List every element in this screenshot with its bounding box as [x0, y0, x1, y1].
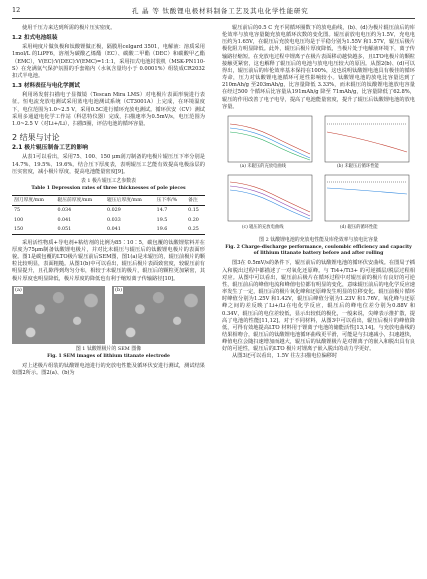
- table-1: [12, 195, 205, 235]
- table-cell: 0.041: [57, 217, 72, 223]
- right-column: [222, 25, 415, 361]
- table-row: [12, 206, 205, 216]
- section-2-1-heading: 2.1 极片辊压制备工艺的影响: [12, 145, 89, 152]
- table-1-caption: 表 1 极片辊压工艺参数表: [80, 177, 137, 184]
- table-cell: 19.5: [156, 217, 168, 223]
- figure-2c-subcaption: (c) 辊压的充放电曲线: [242, 225, 284, 231]
- sem-image-b: [112, 286, 205, 344]
- table-cell: 0.033: [107, 217, 121, 223]
- table-cell: 0.041: [105, 225, 155, 235]
- table-cell: 0.051: [55, 225, 105, 235]
- figure-2b-subcaption: (b) 未辊压后循环性能: [337, 164, 379, 170]
- discussion-paragraph-2: 图3在 0.5mV/s的条件下，辊压前后的钛酸锂电池的循环伏安曲线。在图局子插入和脱出过程中都描述了一对氧化还原峰。与 Ti4+/Ti3+ 的可逆插层/脱层过程相对应。从图中可以看出，辊压前后极片在循环过程中对辊压前的极片有良好的可逆性，辊压前后的峰值电流和峰值电位都有明显的变化，意味辊压前后的电化学反应速率发生了一定，辊压后的极片氧化峰和还原峰发生明显的位移变化。辊压前极片循环时峰值分别为1.25V 和1.42V，辊压后峰值分别为1.23V 和1.76V。氧化峰与还原峰之间的差反映了Li+/Li在电化学反应，辊压后的峰电位差分别为0.88V 和 0.34V，辊压后的电位差较低，显示出较低的极化，一般来说，尖峰表示推扩散，提高了电池的性能[11,12]。对于不同材料，从图3中可以看出，辊压后极片的峰值降低，可得有效地提高LTO 材料用于锂离子电池的储能活性[13,14]。与充放电曲线的结果相吻合，辊压后的钛酸锂电池循环曲线更平滑，可能是与扫速减小，扫速越快，峰值电位会随扫速增加而越大，辊压后的钛酸锂极片是对锂离子的嵌入和脱出具有良好的可逆性，辊压后的LTO 极片对锂离子嵌入脱出的动力学更好。: [222, 260, 415, 353]
- section-1-2-heading: 1.2 扣式电池组装: [12, 35, 58, 42]
- sem-label-b: (b): [115, 286, 123, 293]
- table-row: [12, 216, 205, 225]
- running-header: [12, 6, 415, 19]
- table-cell: 75: [14, 208, 21, 214]
- figure-1-caption-en: Fig. 1 SEM images of lithium titanate electrode: [47, 354, 170, 360]
- figure-2-caption: 图 2 钛酸锂电池的充放电性能及库伦效率与放电比容量: [259, 237, 378, 244]
- table-cell: 19.6: [155, 225, 187, 235]
- left-column: [12, 25, 205, 378]
- closing-paragraph: 对上述极片组装的钛酸锂电池进行的充放电性能及循环伏安进行测试，测试结果如图2所示。图2(a)、(b)为: [12, 363, 205, 377]
- page-number: 12: [12, 6, 21, 14]
- figure-1-caption: 图 1 钛酸锂极片的 SEM 图像: [75, 345, 142, 352]
- table-cell: 0.034: [57, 208, 72, 214]
- discussion-paragraph-1: 辊压前后的0.5 C 充不同循环圈数下的放电曲线，(b)、(d)为极片辊压前后的库伦效率与放电容量随充放电循环次数的变化图。辊压前放电电压约为1.5V，充电电压约为1.65V，在辊压后充放电电压均是于平稳分别为1.55V 和1.57V，辊压后极片极化阻力明显降低。此外，辊压后极片厚度降低，当极片处于电解液环境下，离子传输路径缩短。在充放电过程中锂离子在极片表面移动越快越多，且LTO电极片的颗粒接触更紧密，这也解释了辊压后的电池与放电电压较大的原因。从图2(b)、(d)可以得出，辊压前后的库伦效率基本保持在100%，这也说明钛酸锂电池具有极佳的循环寿命，压力对钛酸锂电池循环可逆性影响较小。钛酸锂电池的放电比容量达到了210mAh/g 至203mAh/g，比容量降低 3.33%，而未辊压的钛酸锂电池放电容量在经过500 个循环后比容量从191mAh/g 降至 71mAh/g，比容量降低了62.8%，辊压的作用改善了电子电导，提高了电池能量密度，提升了辊压后钛酸锂电池的放电容量。: [222, 25, 415, 110]
- section-1-3-paragraph: 利用场发射扫描电子显微镜（Tescan Mira LMS）对电极片表面形貌进行表征。恒电流充放电测试采用蓝电电池测试系统（CT3001A）上完成，在环境温度下，电位范围为1.0~2.5 V，采用0.5C进行循环充放电测试。循环伏安（CV）测试采用多通道电化学工作站（科思特仪器）完成，扫描速率为0.5mV/s，电压范围为1.0~2.5 V（对Li+/Li），扫描5圈，评估电池的循环容量。: [12, 92, 205, 127]
- figure-2-graphic: [222, 114, 415, 232]
- discussion-paragraph-3: 从图3还可以看出，1.5V 往左扫描电位偏移时: [232, 353, 338, 360]
- section-1-3-heading: 1.3 材料表征与电化学测试: [12, 83, 80, 90]
- table-cell: 0.15: [188, 208, 199, 214]
- figure-2a-subcaption: (a) 未辊压的充放电曲线: [240, 164, 286, 170]
- table-header-cell: 刮刀厚度/mm: [12, 196, 55, 206]
- table-cell: 14.7: [156, 208, 168, 214]
- table-header-cell: 压下率/%: [155, 196, 187, 206]
- figure-2: [222, 114, 415, 235]
- figure-1-images: [12, 286, 205, 344]
- figure-2-caption-en: Fig. 2 Charge-discharge performance, coulombic efficiency and capacity of lithium titanate battery before and after rolling: [225, 245, 412, 257]
- sem-label-a: (a): [15, 286, 22, 293]
- intro-paragraph: 使用千压力来达到所需的极片压实密度。: [22, 25, 116, 31]
- table-header-cell: 备注: [186, 196, 205, 206]
- sem-image-a: [12, 286, 105, 344]
- table-header-cell: 辊压前厚度/mm: [55, 196, 105, 206]
- figure-2d-subcaption: (d) 辊压的循环性能: [340, 225, 378, 231]
- table-header-cell: 辊压后厚度/mm: [105, 196, 155, 206]
- section-2-1-paragraph: 从表1可以看出，采用75、100、150 μm刮刀制备的电极片辊压压下率分别是14.7%、19.5%、19.6%。结合压下厚度表，表明辊压工艺能有效提高电极涂层的压实密度，减小极片厚度，提高电池能量密度[9]。: [12, 154, 205, 175]
- table-cell: 150: [12, 225, 55, 235]
- section-2-heading: 2 结果与讨论: [12, 133, 60, 143]
- table-cell: 0.25: [186, 225, 205, 235]
- table-row: [12, 225, 205, 235]
- table-cell: 100: [14, 217, 24, 223]
- running-title: 孔 晶 等 钛酸锂电极材料制备工艺及其电化学性能研究: [132, 7, 309, 15]
- table-cell: 0.20: [188, 217, 199, 223]
- table-1-caption-en: Table 1 Depression rates of three thicknesses of pole pieces: [31, 186, 186, 192]
- table-cell: 0.029: [107, 208, 121, 214]
- sem-paragraph: 采用活性物质+导电剂+粘结剂的比例为85∶10∶5，碳包覆的钛酸锂浆料并在厚度为75μm制备钛酸锂电极片，并对比未辊压与辊压后的钛酸锂电极片的表面形貌。图1是碳包覆的LTO极片辊压前后SEM图，图1(a)是未辊压的，辊压前极片的颗粒比较明显，表面粗糙。从图1(b)中可以看出，辊压后极片表面致密度，较辊压前有明显提升，且孔隙得到均匀分布，相较于未辊压的极片，辊压后的颗粒更加紧密，其极片厚度也明显降低，极片厚度的降低也有利于缩短离子传输路径[10]。: [12, 239, 205, 282]
- section-1-2-paragraph: 采用纯度片做负极和钛酸锂做正极，隔膜用celgard 3501，电解液：溶质采用1mol/L 的LiPF6，溶剂为碳酸乙烯酯（EC）、碳酸二甲酯（DEC）和碳酸甲乙酯（EMC），V(EC)∶V(DEC)∶V(EMC)=1∶1∶1，采用扣式电池封装机（MSK-PN110-S）在充满氩气保护氛围的手套箱内（水氧含量均小于 0.0001%）组装成CR2032扣式半电池。: [12, 44, 205, 79]
